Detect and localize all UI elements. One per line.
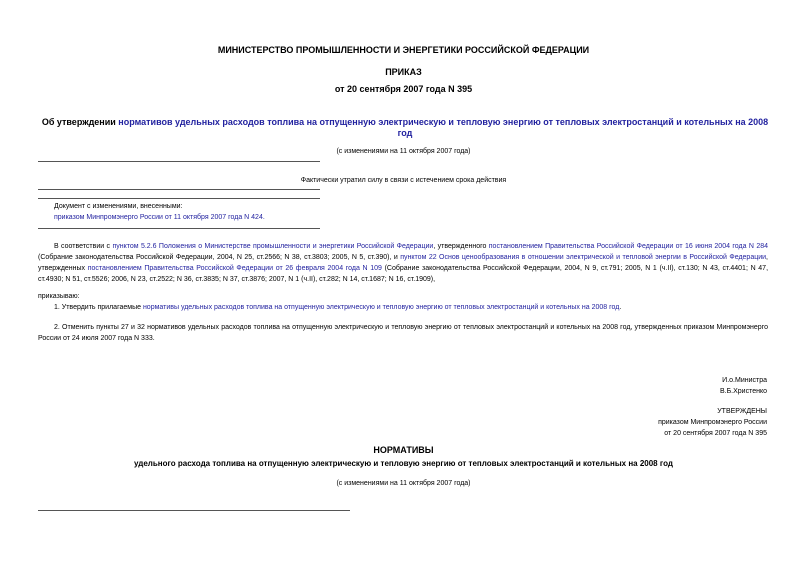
preamble-text: , утвержденного <box>433 243 489 250</box>
divider <box>38 161 320 162</box>
ministry-heading: МИНИСТЕРСТВО ПРОМЫШЛЕННОСТИ И ЭНЕРГЕТИКИ РОССИЙСКОЙ ФЕДЕРАЦИИ <box>217 45 590 55</box>
item-text: . <box>619 304 622 311</box>
approval-order: приказом Минпромэнерго России <box>658 419 767 426</box>
order-item-1 <box>54 302 768 313</box>
preamble-paragraph <box>38 241 768 285</box>
regulation-link[interactable]: пунктом 5.2.6 Положения о Министерстве промышленности и энергетики Российской Федерации <box>112 243 434 250</box>
amendments-label: Документ с изменениями, внесенными: <box>54 203 183 210</box>
amendments-link[interactable]: приказом Минпромэнерго России от 11 октября 2007 года N 424. <box>54 214 265 221</box>
approval-label: УТВЕРЖДЕНЫ <box>717 408 767 415</box>
annex-subtitle: удельного расхода топлива на отпущенную электрическую и тепловую энергию от тепловых электростанций и котельных на 2008 год <box>134 459 673 468</box>
order-word: приказываю: <box>38 293 80 300</box>
annex-changes-note: (с изменениями на 11 октября 2007 года) <box>336 480 471 487</box>
pricing-basics-link[interactable]: пунктом 22 Основ ценообразования в отношении электрической и тепловой энергии в Российской Федерации <box>400 254 767 261</box>
expired-note: Фактически утратил силу в связи с истечением срока действия <box>300 177 507 184</box>
preamble-text: (Собрание законодательства Российской Федерации, 2004, N 25, ст.2566; N 38, ст.3803; 2005, N 5, ст.390), и <box>38 254 401 261</box>
preamble-text: В соответствии с <box>54 243 113 250</box>
resolution-link[interactable]: постановлением Правительства Российской Федерации от 26 февраля 2004 года N 109 <box>87 265 382 272</box>
order-item-2: 2. Отменить пункты 27 и 32 нормативов удельных расходов топлива на отпущенную электрическую и тепловую энергию от тепловых электростанций и котельных на 2008 год, утвержденных приказом Минпромэнерго России от 24 июля 2007 года N 333. <box>38 324 768 342</box>
signatory-name: В.Б.Христенко <box>719 388 767 395</box>
divider <box>38 228 320 229</box>
document-title <box>40 117 770 139</box>
changes-note: (с изменениями на 11 октября 2007 года) <box>336 148 471 155</box>
signatory-position: И.о.Министра <box>722 377 767 384</box>
preamble-text: (Собрание законодательства Российской Федерации, 2004, N 9, ст.791; 2005, N 1 (ч.II), ст.130; N 43, ст.4401; N 47, ст.4930; N 51, ст.5526; 2006, N 23, ст.2522; N 36, ст.3835; N 37, ст.3876; 2007, N 1 (ч.II), ст.282; N 14, ст.1687; N 16, ст.1909), <box>38 265 769 283</box>
divider <box>38 189 320 190</box>
annex-title: НОРМАТИВЫ <box>373 445 434 455</box>
title-link[interactable]: нормативов удельных расходов топлива на отпущенную электрическую и тепловую энергию от тепловых электростанций и котельных на 2008 год <box>118 117 769 138</box>
item-text: 1. Утвердить прилагаемые <box>54 304 143 311</box>
divider <box>38 510 350 511</box>
doc-date: от 20 сентября 2007 года N 395 <box>334 84 473 94</box>
doc-type-heading: ПРИКАЗ <box>385 67 422 77</box>
preamble-text: , утвержденных <box>38 254 768 272</box>
norms-link[interactable]: нормативы удельных расходов топлива на отпущенную электрическую и тепловую энергию от тепловых электростанций и котельных на 2008 год <box>142 304 620 311</box>
title-prefix: Об утверждении <box>41 117 119 127</box>
approval-date: от 20 сентября 2007 года N 395 <box>664 430 767 437</box>
resolution-link[interactable]: постановлением Правительства Российской Федерации от 16 июня 2004 года N 284 <box>488 243 769 250</box>
divider <box>38 198 320 199</box>
